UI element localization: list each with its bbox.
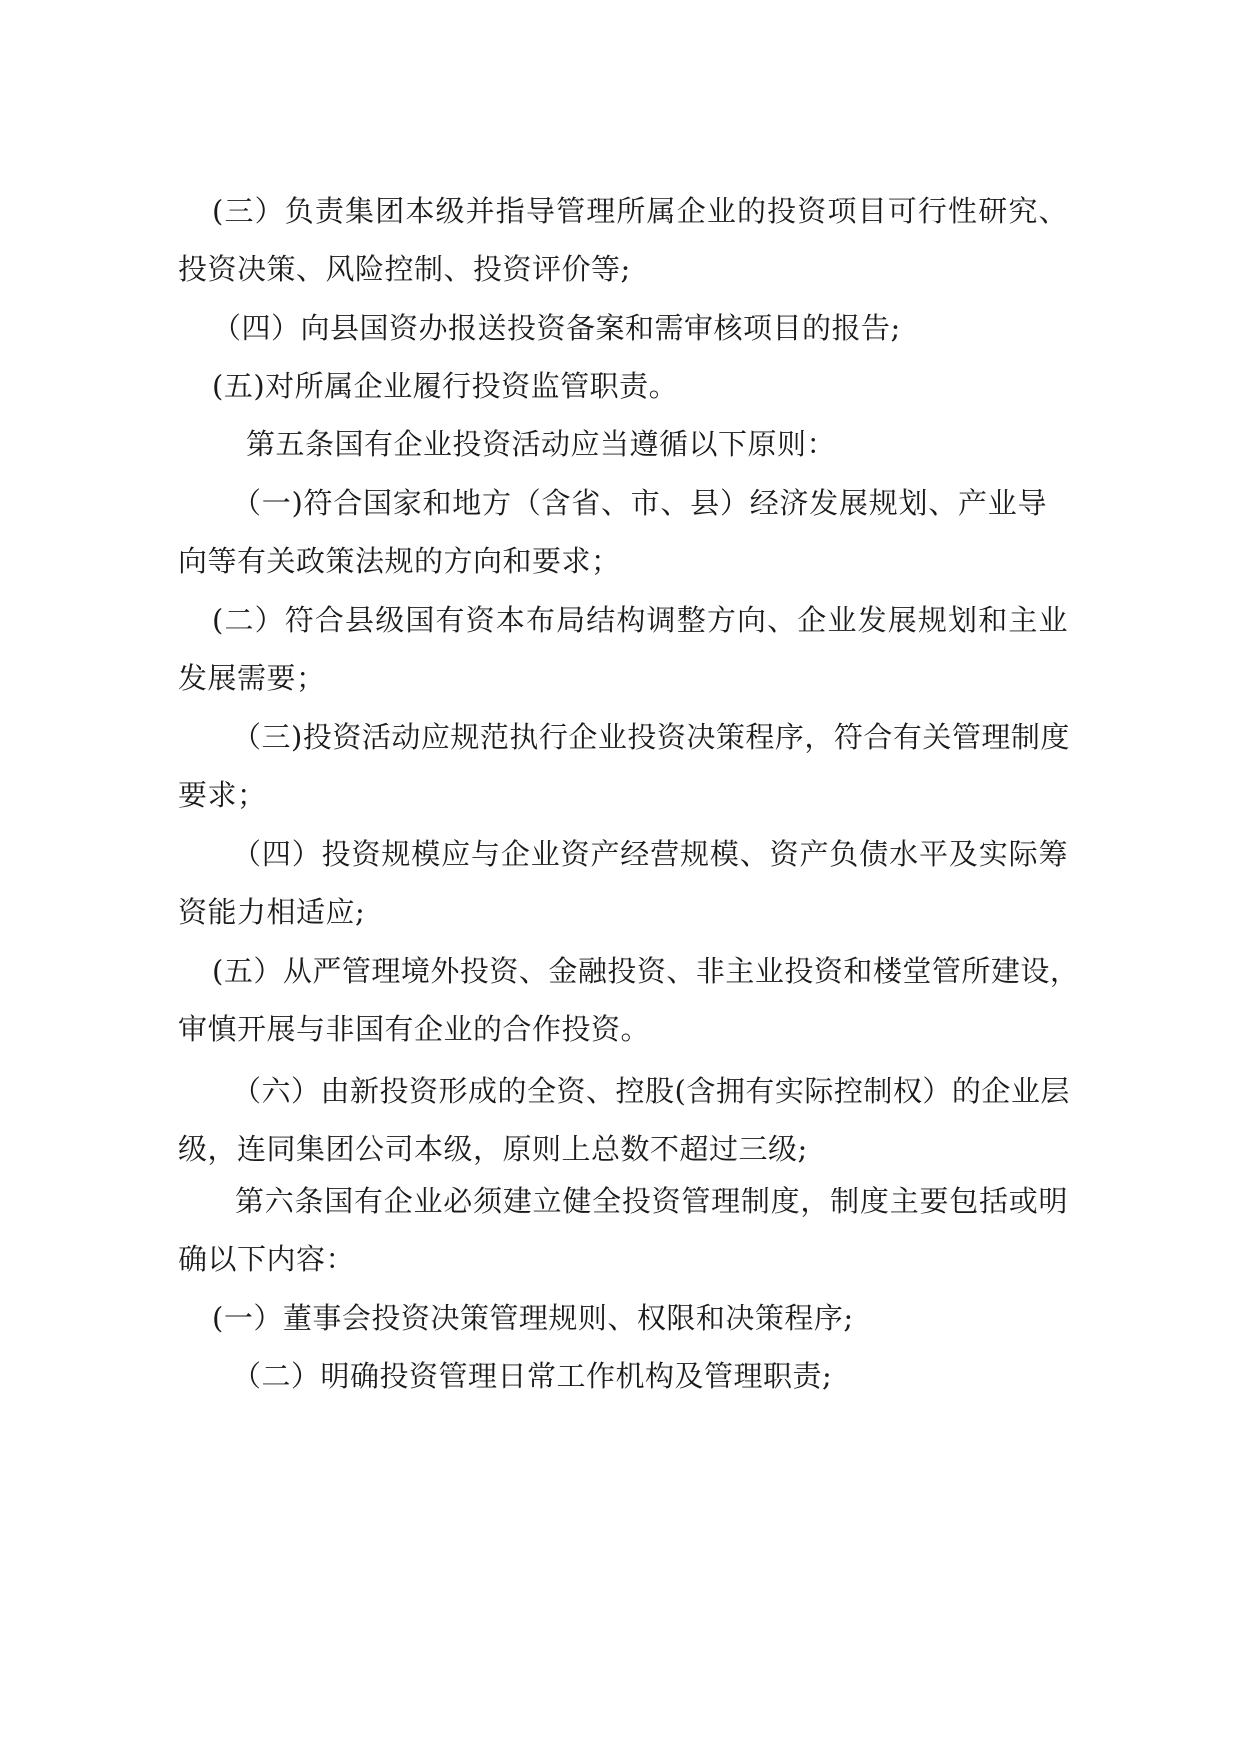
- paragraph-line-21: （二）明确投资管理日常工作机构及管理职责;: [232, 1359, 833, 1393]
- paragraph-line-11: 要求；: [178, 778, 267, 812]
- paragraph-line-8: (二）符合县级国有资本布局结构调整方向、企业发展规划和主业: [212, 603, 1068, 637]
- paragraph-line-12: （四）投资规模应与企业资产经营规模、资产负债水平及实际筹: [232, 837, 1068, 871]
- article-5-heading: 第五条国有企业投资活动应当遵循以下原则：: [246, 427, 837, 461]
- paragraph-line-13: 资能力相适应;: [178, 895, 366, 929]
- paragraph-line-2: 投资决策、风险控制、投资评价等;: [178, 252, 631, 286]
- paragraph-line-15: 审慎开展与非国有企业的合作投资。: [178, 1012, 651, 1046]
- paragraph-line-4: (五)对所属企业履行投资监管职责。: [212, 369, 679, 403]
- paragraph-line-14: (五）从严管理境外投资、金融投资、非主业投资和楼堂管所建设，: [212, 954, 1080, 988]
- paragraph-line-7: 向等有关政策法规的方向和要求；: [178, 544, 621, 578]
- paragraph-line-3: （四）向县国资办报送投资备案和需审核项目的报告;: [212, 311, 901, 345]
- article-6-heading: 第六条国有企业必须建立健全投资管理制度，制度主要包括或明: [235, 1184, 1068, 1218]
- paragraph-line-20: (一）董事会投资决策管理规则、权限和决策程序;: [212, 1301, 854, 1335]
- paragraph-line-17: 级，连同集团公司本级，原则上总数不超过三级;: [178, 1132, 808, 1166]
- paragraph-line-9: 发展需要；: [178, 661, 326, 695]
- paragraph-line-1: (三）负责集团本级并指导管理所属企业的投资项目可行性研究、: [212, 194, 1068, 228]
- paragraph-line-10: （三)投资活动应规范执行企业投资决策程序，符合有关管理制度: [232, 720, 1070, 754]
- paragraph-line-19: 确以下内容：: [178, 1242, 356, 1276]
- paragraph-line-16: （六）由新投资形成的全资、控股(含拥有实际控制权）的企业层: [232, 1074, 1070, 1108]
- paragraph-line-6: （一)符合国家和地方（含省、市、县）经济发展规划、产业导: [232, 486, 1047, 520]
